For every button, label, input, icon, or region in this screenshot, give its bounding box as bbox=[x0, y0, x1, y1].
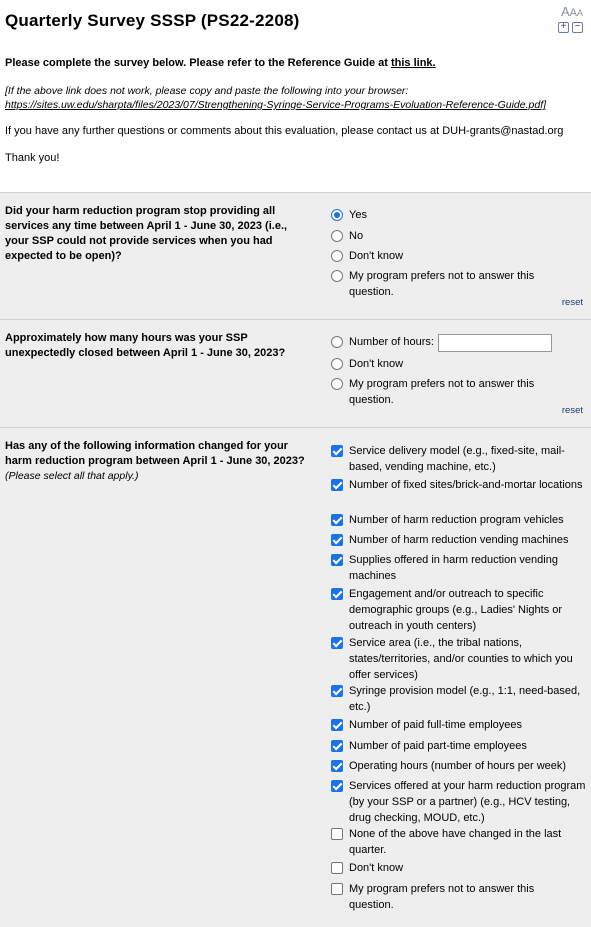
option-label: Number of hours: bbox=[349, 336, 434, 348]
q3-option-none[interactable] bbox=[331, 826, 586, 858]
font-size-large[interactable]: A bbox=[560, 4, 570, 19]
option-label: Number of harm reduction vending machines bbox=[349, 534, 569, 546]
zoom-in-icon[interactable]: + bbox=[558, 22, 569, 33]
q3-option-outreach[interactable] bbox=[331, 586, 586, 634]
checkbox-checked-icon[interactable] bbox=[331, 760, 343, 772]
q1-option-no[interactable] bbox=[331, 228, 586, 244]
option-label: Number of harm reduction program vehicles bbox=[349, 514, 564, 526]
radio-icon[interactable] bbox=[331, 250, 343, 262]
q2-option-prefer-not[interactable] bbox=[331, 376, 586, 408]
option-label: Supplies offered in harm reduction vending machines bbox=[349, 554, 558, 582]
intro-thanks: Thank you! bbox=[5, 152, 60, 164]
radio-icon[interactable] bbox=[331, 336, 343, 348]
q3-option-services-offered[interactable] bbox=[331, 778, 586, 826]
checkbox-icon[interactable] bbox=[331, 883, 343, 895]
checkbox-checked-icon[interactable] bbox=[331, 740, 343, 752]
page-title: Quarterly Survey SSSP (PS22-2208) bbox=[5, 11, 300, 30]
checkbox-checked-icon[interactable] bbox=[331, 588, 343, 600]
question-3-label: Has any of the following information changed for your harm reduction program between April 1 - June 30, 2023? bbox=[5, 440, 305, 467]
q1-reset-link[interactable]: reset bbox=[561, 297, 583, 308]
question-2 bbox=[0, 319, 591, 427]
q1-option-yes[interactable] bbox=[331, 207, 586, 223]
question-3 bbox=[0, 427, 591, 927]
hours-input[interactable] bbox=[438, 334, 552, 352]
option-label: Yes bbox=[349, 209, 367, 221]
font-size-small[interactable]: A bbox=[576, 8, 583, 18]
intro-text: Please complete the survey below. Please refer to the Reference Guide at bbox=[5, 57, 391, 69]
q1-option-prefer-not[interactable] bbox=[331, 268, 586, 300]
q3-option-vehicles[interactable] bbox=[331, 512, 586, 528]
q3-option-vending-machines[interactable] bbox=[331, 532, 586, 548]
checkbox-checked-icon[interactable] bbox=[331, 685, 343, 697]
q2-option-dont-know[interactable] bbox=[331, 356, 586, 372]
option-label: Syringe provision model (e.g., 1:1, need-based, etc.) bbox=[349, 685, 581, 713]
q3-option-service-delivery[interactable] bbox=[331, 443, 586, 475]
q2-option-hours[interactable] bbox=[331, 334, 586, 352]
checkbox-checked-icon[interactable] bbox=[331, 445, 343, 457]
option-label: Number of paid full-time employees bbox=[349, 719, 523, 731]
question-1-text: Did your harm reduction program stop providing all services any time between April 1 - June 30, 2023 (i.e., your SSP could not provide services when you had expected to be open)? bbox=[5, 205, 288, 262]
radio-icon[interactable] bbox=[331, 270, 343, 282]
option-label: Services offered at your harm reduction program (by your SSP or a partner) (e.g., HCV testing, drug checking, MOUD, etc.) bbox=[349, 780, 586, 824]
option-label: My program prefers not to answer this question. bbox=[349, 883, 535, 911]
survey-intro bbox=[5, 57, 585, 164]
option-label: Don't know bbox=[349, 862, 404, 874]
question-2-text: Approximately how many hours was your SSP unexpectedly closed between April 1 - June 30, 2023? bbox=[5, 332, 286, 359]
reference-guide-link[interactable]: this link. bbox=[390, 57, 436, 69]
option-label: Service area (i.e., the tribal nations, states/territories, and/or counties to which you offer services) bbox=[349, 637, 573, 681]
checkbox-checked-icon[interactable] bbox=[331, 534, 343, 546]
option-label: Number of paid part-time employees bbox=[349, 740, 527, 752]
option-label: No bbox=[349, 230, 364, 242]
zoom-out-icon[interactable]: − bbox=[572, 22, 583, 33]
q3-option-fixed-sites[interactable] bbox=[331, 477, 586, 493]
font-size-label bbox=[553, 4, 583, 19]
radio-selected-icon[interactable] bbox=[331, 209, 343, 221]
checkbox-icon[interactable] bbox=[331, 862, 343, 874]
q2-reset-link[interactable]: reset bbox=[561, 405, 583, 416]
checkbox-checked-icon[interactable] bbox=[331, 479, 343, 491]
checkbox-icon[interactable] bbox=[331, 828, 343, 840]
fallback-text: [If the above link does not work, please copy and paste the following into your browser: bbox=[5, 85, 409, 97]
option-label: My program prefers not to answer this question. bbox=[349, 270, 535, 298]
q3-option-prefer-not[interactable] bbox=[331, 881, 586, 913]
question-3-note: (Please select all that apply.) bbox=[5, 470, 139, 482]
checkbox-checked-icon[interactable] bbox=[331, 637, 343, 649]
font-size-medium[interactable]: A bbox=[569, 7, 577, 19]
checkbox-checked-icon[interactable] bbox=[331, 554, 343, 566]
q3-option-part-time[interactable] bbox=[331, 738, 586, 754]
option-label: None of the above have changed in the last quarter. bbox=[349, 828, 562, 856]
intro-contact: If you have any further questions or comments about this evaluation, please contact us at DUH-grants@nastad.org bbox=[5, 125, 564, 137]
q1-option-dont-know[interactable] bbox=[331, 248, 586, 264]
radio-icon[interactable] bbox=[331, 358, 343, 370]
q3-option-full-time[interactable] bbox=[331, 717, 586, 733]
checkbox-checked-icon[interactable] bbox=[331, 719, 343, 731]
question-1 bbox=[0, 192, 591, 319]
q3-option-operating-hours[interactable] bbox=[331, 758, 586, 774]
q3-option-service-area[interactable] bbox=[331, 635, 586, 683]
intro-line-2 bbox=[5, 84, 585, 112]
option-label: Engagement and/or outreach to specific demographic groups (e.g., Ladies' Nights or outreach in youth centers) bbox=[349, 588, 563, 632]
radio-icon[interactable] bbox=[331, 378, 343, 390]
option-label: Service delivery model (e.g., fixed-site, mail-based, vending machine, etc.) bbox=[349, 445, 565, 473]
intro-line-1 bbox=[5, 57, 585, 69]
checkbox-checked-icon[interactable] bbox=[331, 514, 343, 526]
reference-guide-url[interactable]: https://sites.uw.edu/sharpta/files/2023/07/Strengthening-Syringe-Service-Programs-Evoluation-Reference-Guide.pdf] bbox=[5, 99, 547, 111]
radio-icon[interactable] bbox=[331, 230, 343, 242]
q3-option-dont-know[interactable] bbox=[331, 860, 586, 876]
option-label: Don't know bbox=[349, 358, 404, 370]
question-3-text bbox=[5, 439, 310, 484]
option-label: Don't know bbox=[349, 250, 404, 262]
q3-option-syringe-model[interactable] bbox=[331, 683, 586, 715]
option-label: My program prefers not to answer this question. bbox=[349, 378, 535, 406]
checkbox-checked-icon[interactable] bbox=[331, 780, 343, 792]
q3-option-vending-supplies[interactable] bbox=[331, 552, 586, 584]
option-label: Number of fixed sites/brick-and-mortar locations bbox=[349, 479, 583, 491]
font-size-controls bbox=[553, 4, 583, 33]
option-label: Operating hours (number of hours per week) bbox=[349, 760, 567, 772]
